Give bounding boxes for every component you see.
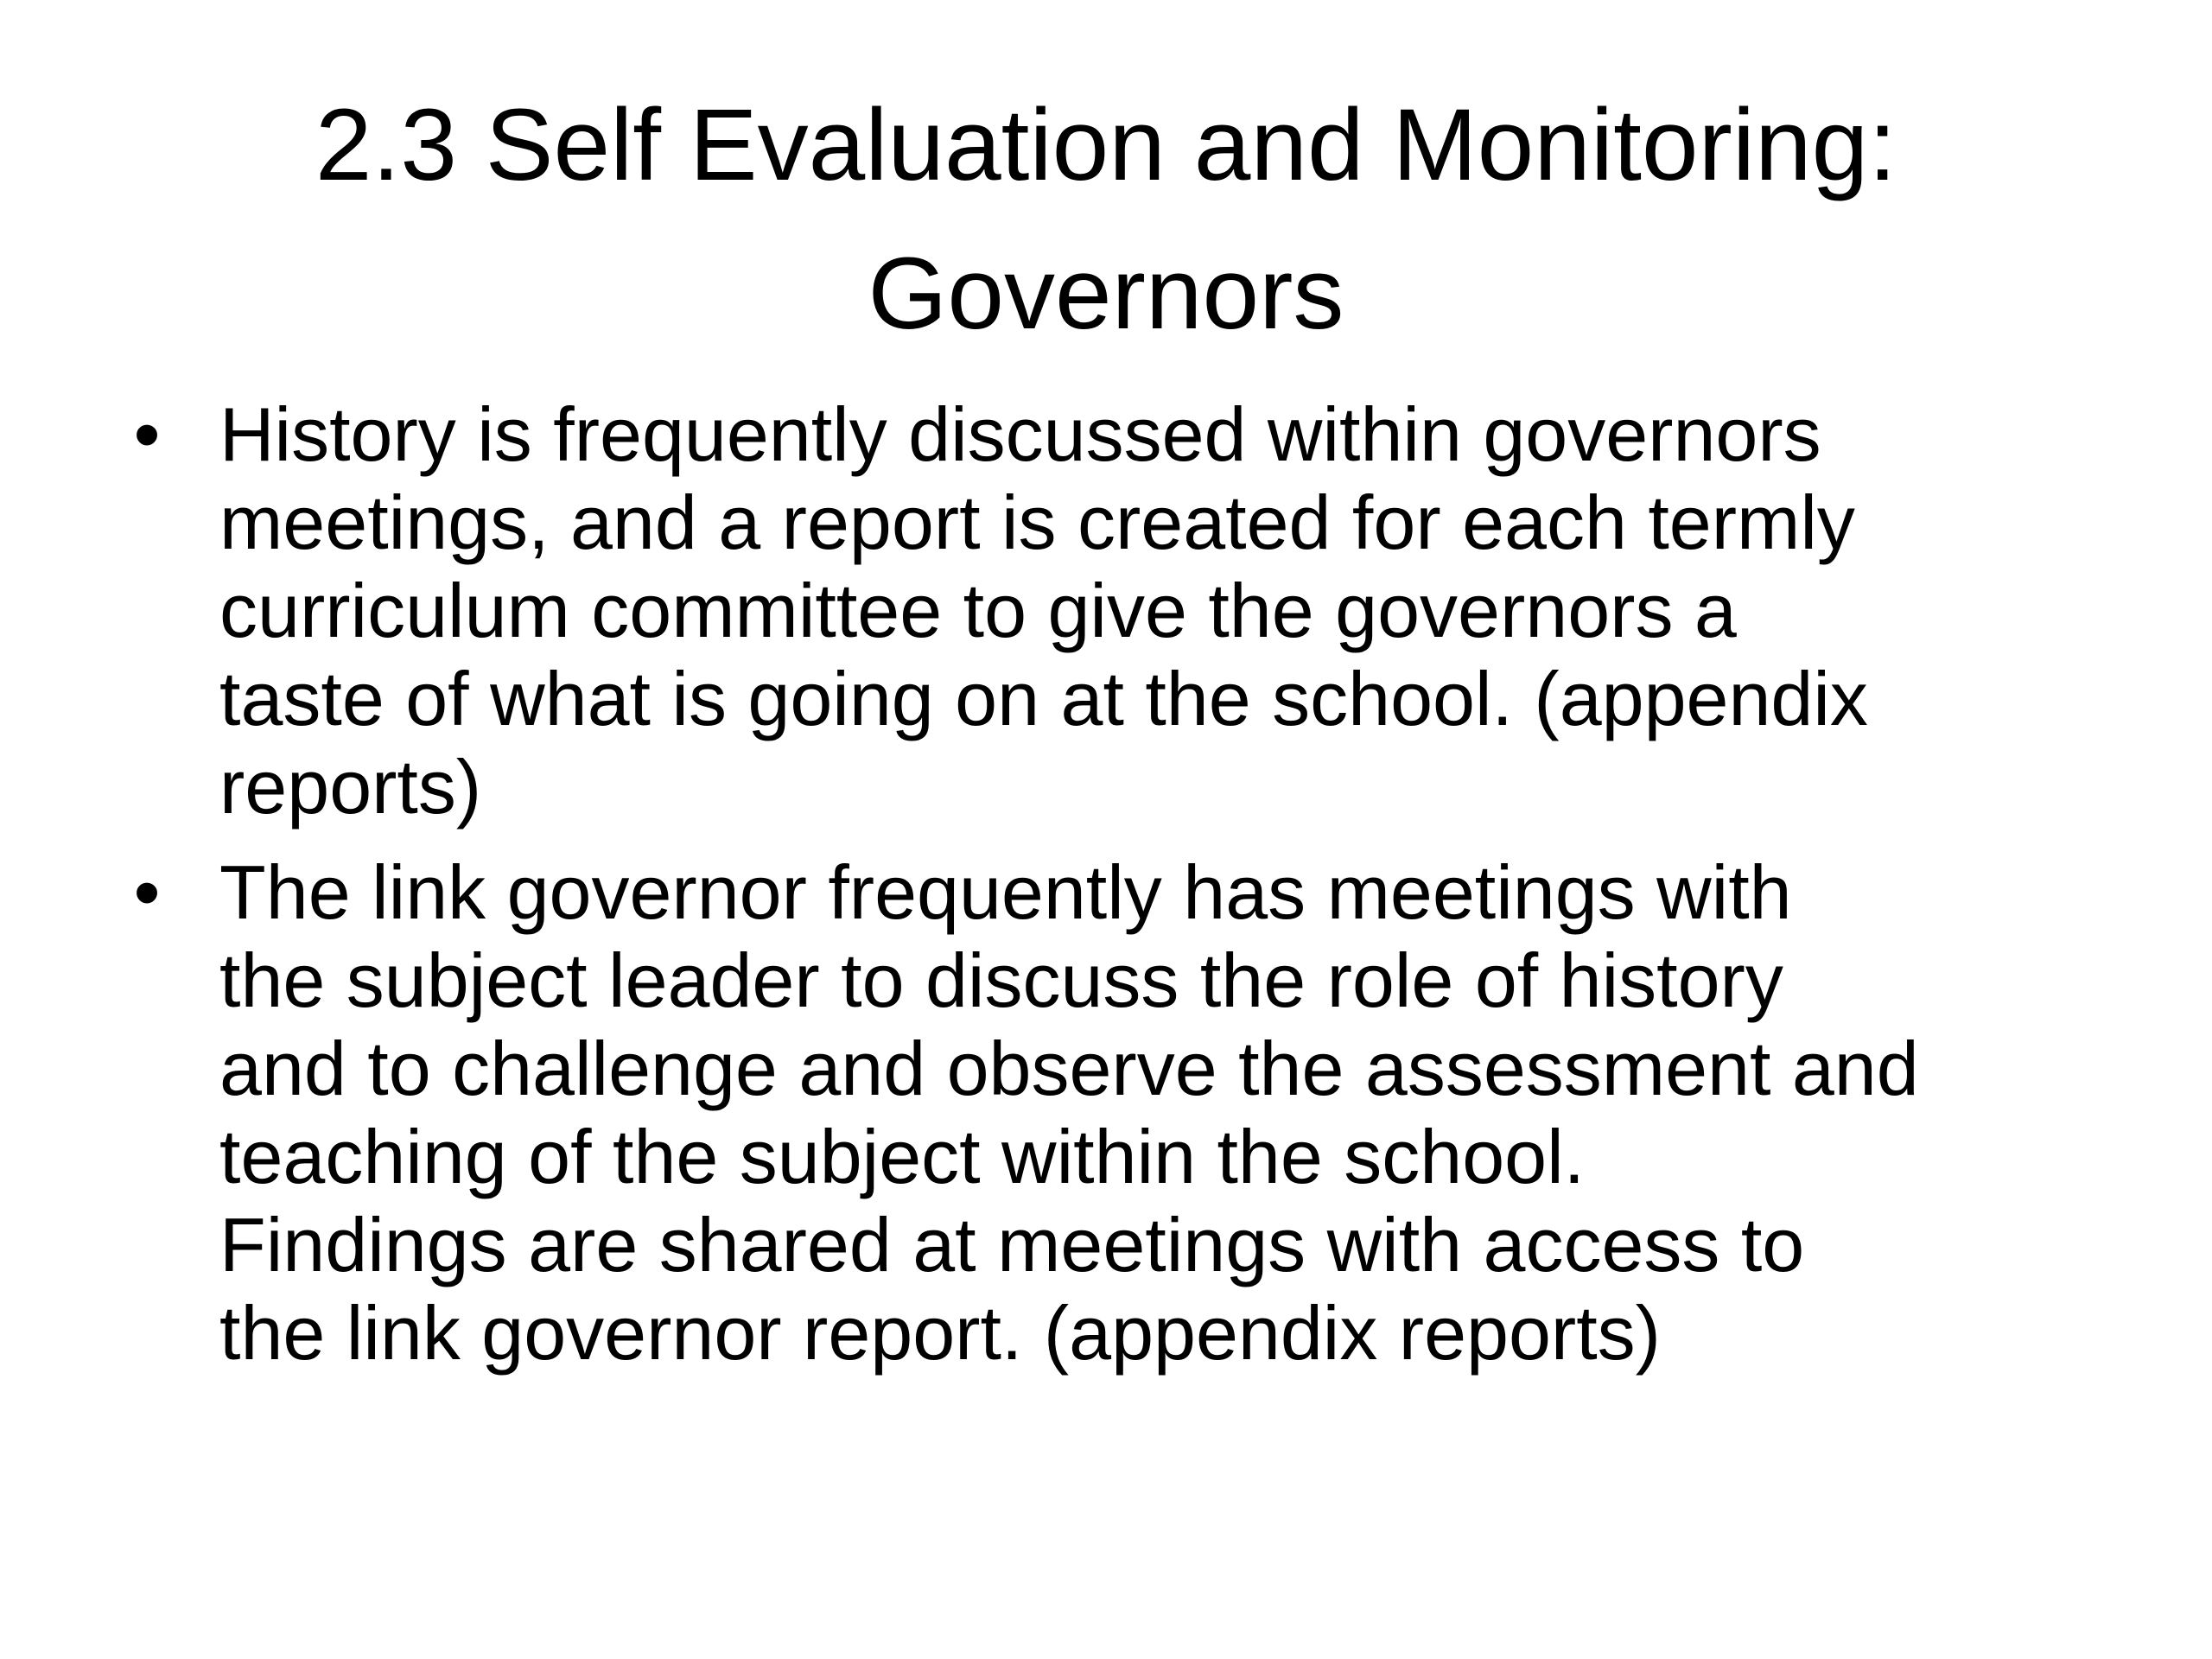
bullet-line: and to challenge and observe the assessment and bbox=[219, 1026, 1919, 1111]
bullet-item bbox=[121, 391, 2126, 831]
bullet-marker: • bbox=[133, 849, 161, 935]
bullet-line: meetings, and a report is created for each termly bbox=[219, 480, 1855, 565]
bullet-line: The link governor frequently has meetings with bbox=[219, 849, 1792, 935]
bullet-text bbox=[219, 849, 2126, 1377]
bullet-list bbox=[121, 391, 2126, 1395]
bullet-line: teaching of the subject within the school. bbox=[219, 1114, 1586, 1199]
bullet-line: History is frequently discussed within governors bbox=[219, 391, 1821, 477]
bullet-item bbox=[121, 849, 2126, 1377]
bullet-line: the link governor report. (appendix reports) bbox=[219, 1290, 1661, 1376]
bullet-line: reports) bbox=[219, 744, 482, 830]
bullet-line: curriculum committee to give the governors a bbox=[219, 568, 1737, 653]
slide-title-line: 2.3 Self Evaluation and Monitoring: bbox=[315, 88, 1897, 202]
bullet-marker: • bbox=[133, 391, 161, 477]
bullet-text bbox=[219, 391, 2126, 831]
slide-title-line: Governors bbox=[868, 237, 1344, 351]
bullet-line: taste of what is going on at the school. (appendix bbox=[219, 656, 1868, 741]
bullet-line: Findings are shared at meetings with access to bbox=[219, 1202, 1805, 1287]
slide-title bbox=[173, 71, 2039, 368]
bullet-line: the subject leader to discuss the role of history bbox=[219, 938, 1783, 1023]
